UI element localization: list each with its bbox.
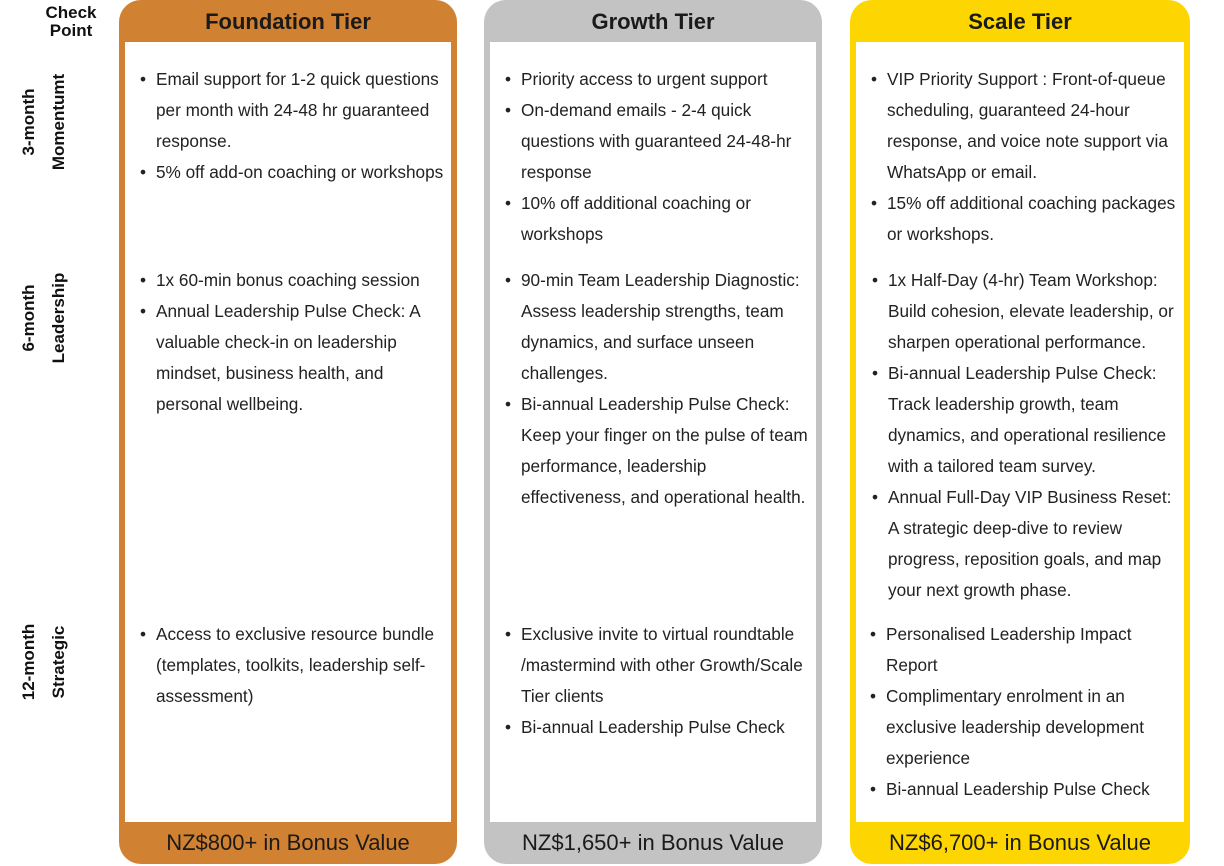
growth-6-month-cell [505,265,815,513]
scale-3-month-cell [871,64,1185,250]
tier-bonus-value: NZ$6,700+ in Bonus Value [889,830,1151,855]
benefit-item: • 10% off additional coaching or workshops [505,188,805,250]
row-label-number: 6-month [19,284,38,352]
tier-bonus-value: NZ$800+ in Bonus Value [166,830,410,855]
benefit-item: • VIP Priority Support : Front-of-queue scheduling, guaranteed 24-hour response, and voice note support via WhatsApp or email. [871,64,1185,188]
benefit-item: • Annual Full-Day VIP Business Reset: A strategic deep-dive to review progress, reposition goals, and map your next growth phase. [872,482,1184,606]
benefit-item: • 90-min Team Leadership Diagnostic: Assess leadership strengths, team dynamics, and surface unseen challenges. [505,265,815,389]
benefit-item: • Access to exclusive resource bundle (templates, toolkits, leadership self-assessment) [140,619,440,712]
foundation-3-month-cell [140,64,452,188]
checkpoint-header-line2: Point [49,21,93,40]
tier-title: Growth Tier [591,9,715,34]
benefit-item: • Bi-annual Leadership Pulse Check [870,774,1170,805]
row-label-number: 3-month [19,88,38,156]
benefit-item: • Annual Leadership Pulse Check: A valuable check-in on leadership mindset, business health, and personal wellbeing. [140,296,440,420]
benefit-item: • On-demand emails - 2-4 quick questions with guaranteed 24-48-hr response [505,95,805,188]
foundation-12-month-cell [140,619,440,712]
tier-title: Foundation Tier [205,9,371,34]
benefit-item: • Personalised Leadership Impact Report [870,619,1170,681]
benefit-item: • Bi-annual Leadership Pulse Check [505,712,815,743]
benefit-item: • Priority access to urgent support [505,64,805,95]
row-label-number: 12-month [19,623,38,701]
benefit-item: • Email support for 1-2 quick questions per month with 24-48 hr guaranteed response. [140,64,452,157]
checkpoint-header-line1: Check [45,3,97,22]
row-label-name: Strategic [49,625,68,699]
benefit-item: • 15% off additional coaching packages or workshops. [871,188,1185,250]
benefit-item: • Bi-annual Leadership Pulse Check: Track leadership growth, team dynamics, and operational resilience with a tailored team survey. [872,358,1184,482]
tier-bonus-value: NZ$1,650+ in Bonus Value [522,830,784,855]
benefit-item: • 1x 60-min bonus coaching session [140,265,440,296]
row-label-12-month [0,562,68,762]
benefit-item: • Exclusive invite to virtual roundtable /mastermind with other Growth/Scale Tier clients [505,619,815,712]
row-label-name: Momentumt [49,73,68,171]
benefit-item: • 1x Half-Day (4-hr) Team Workshop: Build cohesion, elevate leadership, or sharpen operational performance. [872,265,1184,358]
scale-12-month-cell [870,619,1170,805]
row-label-3-month [0,22,68,222]
foundation-6-month-cell [140,265,440,420]
benefit-item: • 5% off add-on coaching or workshops [140,157,452,188]
tier-title: Scale Tier [968,9,1072,34]
benefit-item: • Complimentary enrolment in an exclusive leadership development experience [870,681,1170,774]
benefit-item: • Bi-annual Leadership Pulse Check: Keep your finger on the pulse of team performance, leadership effectiveness, and operational health. [505,389,815,513]
growth-12-month-cell [505,619,815,743]
scale-6-month-cell [872,265,1184,606]
growth-3-month-cell [505,64,805,250]
row-label-6-month [0,218,68,418]
row-label-name: Leadership [49,272,68,364]
